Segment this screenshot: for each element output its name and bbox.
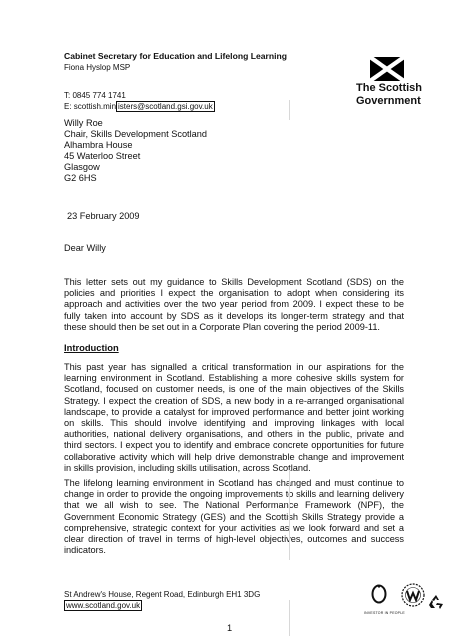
paragraph-transformation: This past year has signalled a critical transformation in our aspirations for the learning environment in Scotland. Establishing a more cohesive skills system for Scotland, focused on customer needs, is one of the main objectives of the Skills Strategy. I expect the creation of SDS, a new body in a re-arranged organisational landscape, to provide a catalyst for improved performance and better joint working on skills. This should involve identifying and improving linkages with local authorities, national delivery organisations, and others in the public, private and third sectors. I expect you to identify and embrace concrete opportunities for future collaborative activity which will help drive demonstrable change and improvement in skills provision, including skills utilisation, across Scotland. [64, 362, 404, 473]
scottish-government-logo [356, 57, 423, 107]
salutation: Dear Willy [64, 243, 106, 253]
email-prefix: E: scottish.min [64, 101, 117, 111]
address-line: G2 6HS [64, 173, 97, 184]
scan-artifact [289, 470, 290, 560]
investors-in-people-logo [364, 584, 405, 615]
footer-accreditation-logos [364, 582, 463, 622]
scan-artifact [289, 600, 290, 636]
accreditation-seal-icon [400, 582, 426, 610]
sender-title: Cabinet Secretary for Education and Lifelong Learning [64, 51, 287, 61]
address-line: Glasgow [64, 162, 100, 173]
phone-number: T: 0845 774 1741 [64, 91, 126, 100]
investors-label: INVESTOR IN PEOPLE [364, 611, 405, 615]
logo-line-1: The Scottish [356, 82, 423, 94]
email-link[interactable]: isters@scotland.gsi.gov.uk [118, 101, 213, 111]
investors-in-people-icon [370, 584, 388, 606]
website-link[interactable]: www.scotland.gov.uk [66, 600, 141, 610]
page-number: 1 [227, 623, 233, 633]
section-heading: Introduction [64, 342, 119, 353]
paragraph-environment: The lifelong learning environment in Scotland has changed and must continue to change in order to provide the ongoing improvements to skills and learning delivery that we all wish to see. The National Performance Framework (NPF), the Government Economic Strategy (GES) and the Scottish Skills Strategy provide a comprehensive, strategic context for your activities as we look forward and set a clear direction of travel in terms of high-level objectives, outcomes and success indicators. [64, 478, 404, 556]
sender-name: Fiona Hyslop MSP [64, 63, 131, 72]
address-line: 45 Waterloo Street [64, 151, 141, 162]
paragraph-intro: This letter sets out my guidance to Skills Development Scotland (SDS) on the policies and priorities I expect the organisation to adopt when considering its approach and activities over the two year period from 2009. I expect these to be fully taken into account by SDS as it develops its longer-term strategy and that these should then be set out in a Corporate Plan covering the period 2009-11. [64, 277, 404, 332]
recycle-icon [428, 594, 444, 610]
footer-address: St Andrew's House, Regent Road, Edinburgh EH1 3DG [64, 590, 261, 599]
address-line: Chair, Skills Development Scotland [64, 129, 207, 140]
logo-line-2: Government [356, 95, 421, 107]
letter-date: 23 February 2009 [67, 211, 140, 221]
recipient-address [64, 118, 207, 185]
address-line: Alhambra House [64, 140, 133, 151]
saltire-flag-icon [370, 57, 404, 81]
letterhead [64, 51, 404, 73]
email-line [64, 102, 215, 113]
scan-artifact [289, 100, 290, 120]
address-line: Willy Roe [64, 118, 103, 128]
footer-url-line [64, 601, 260, 612]
footer [64, 590, 260, 611]
contact-details [64, 91, 215, 112]
